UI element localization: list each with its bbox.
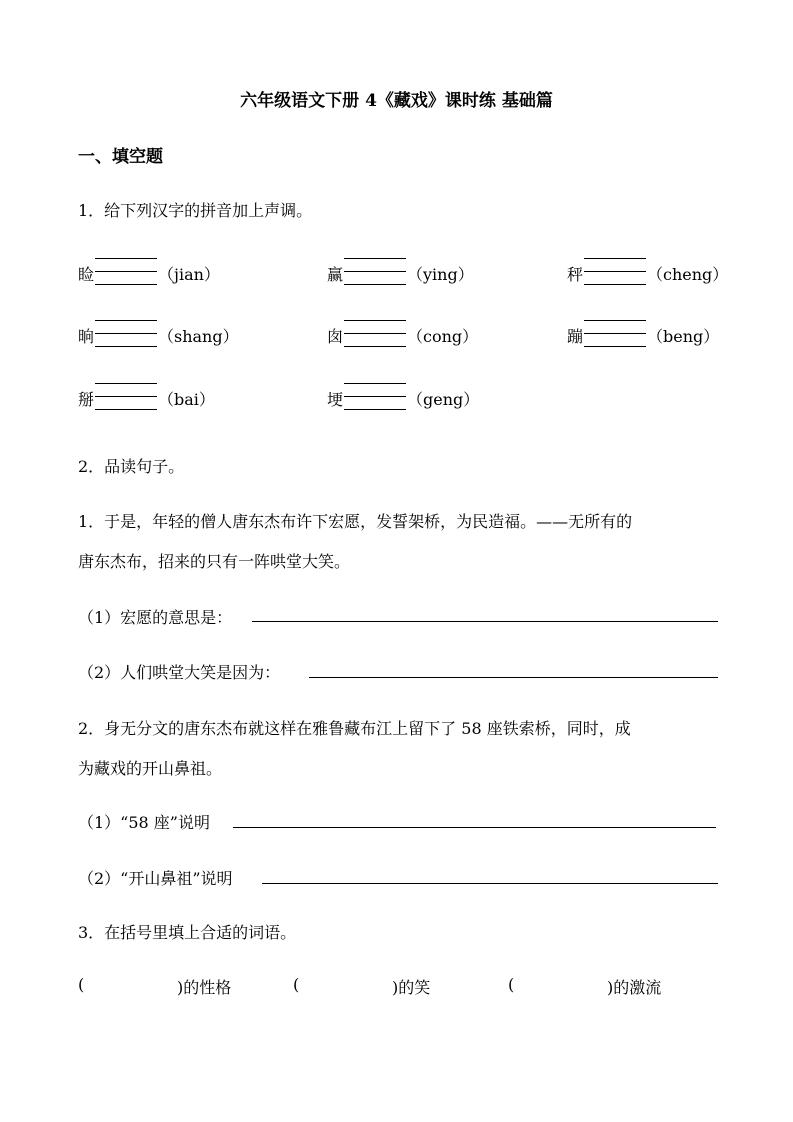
question-3-prompt: 3．在括号里填上合适的词语。 [78, 923, 297, 942]
hanzi: 赢 [327, 265, 344, 284]
hanzi: 睑 [78, 265, 95, 284]
pinyin-text: （jian） [158, 265, 220, 284]
pinyin-text: （bai） [158, 390, 215, 409]
fill-blank[interactable] [520, 972, 604, 996]
fill-suffix: )的激流 [607, 978, 662, 997]
hanzi: 囱 [327, 327, 344, 346]
hanzi: 晌 [78, 327, 95, 346]
fill-blank[interactable] [90, 972, 174, 996]
pinyin-writing-lines[interactable] [584, 252, 646, 292]
pinyin-writing-lines[interactable] [584, 314, 646, 354]
pinyin-writing-lines[interactable] [95, 252, 157, 292]
pinyin-text: （ying） [407, 265, 474, 284]
pinyin-text: （beng） [647, 327, 720, 346]
fill-open-bracket: ( [508, 975, 515, 994]
sentence-1-line-1: 1．于是，年轻的僧人唐东杰布许下宏愿，发誓架桥，为民造福。——无所有的 [78, 512, 633, 531]
pinyin-writing-lines[interactable] [344, 314, 406, 354]
question-2-prompt: 2．品读句子。 [78, 457, 185, 476]
answer-line[interactable] [252, 621, 718, 622]
pinyin-writing-lines[interactable] [344, 377, 406, 417]
pinyin-text: （geng） [407, 390, 480, 409]
hanzi: 蹦 [567, 327, 584, 346]
sentence-2-line-2: 为藏戏的开山鼻祖。 [78, 759, 223, 778]
hanzi: 掰 [78, 390, 95, 409]
fill-open-bracket: ( [293, 975, 300, 994]
sentence-1-line-2: 唐东杰布，招来的只有一阵哄堂大笑。 [78, 552, 351, 571]
question-1-prompt: 1．给下列汉字的拼音加上声调。 [78, 201, 313, 220]
sub-question-label: （1）“58 座”说明 [78, 813, 210, 832]
fill-suffix: )的性格 [177, 978, 232, 997]
answer-line[interactable] [309, 677, 718, 678]
sub-question-label: （1）宏愿的意思是： [78, 608, 233, 627]
answer-line[interactable] [262, 883, 718, 884]
fill-open-bracket: ( [78, 975, 85, 994]
section-heading: 一、填空题 [78, 147, 163, 167]
page-title: 六年级语文下册 4《藏戏》课时练 基础篇 [240, 91, 553, 111]
pinyin-text: （cong） [407, 327, 479, 346]
pinyin-text: （shang） [158, 327, 239, 346]
sub-question-label: （2）人们哄堂大笑是因为： [78, 663, 281, 682]
pinyin-writing-lines[interactable] [95, 377, 157, 417]
answer-line[interactable] [233, 827, 716, 828]
sentence-2-line-1: 2．身无分文的唐东杰布就这样在雅鲁藏布江上留下了 58 座铁索桥，同时，成 [78, 719, 631, 738]
hanzi: 秤 [567, 265, 584, 284]
sub-question-label: （2）“开山鼻祖”说明 [78, 869, 233, 888]
hanzi: 埂 [327, 390, 344, 409]
fill-suffix: )的笑 [392, 978, 431, 997]
pinyin-writing-lines[interactable] [95, 314, 157, 354]
pinyin-writing-lines[interactable] [344, 252, 406, 292]
pinyin-text: （cheng） [647, 265, 729, 284]
fill-blank[interactable] [305, 972, 389, 996]
